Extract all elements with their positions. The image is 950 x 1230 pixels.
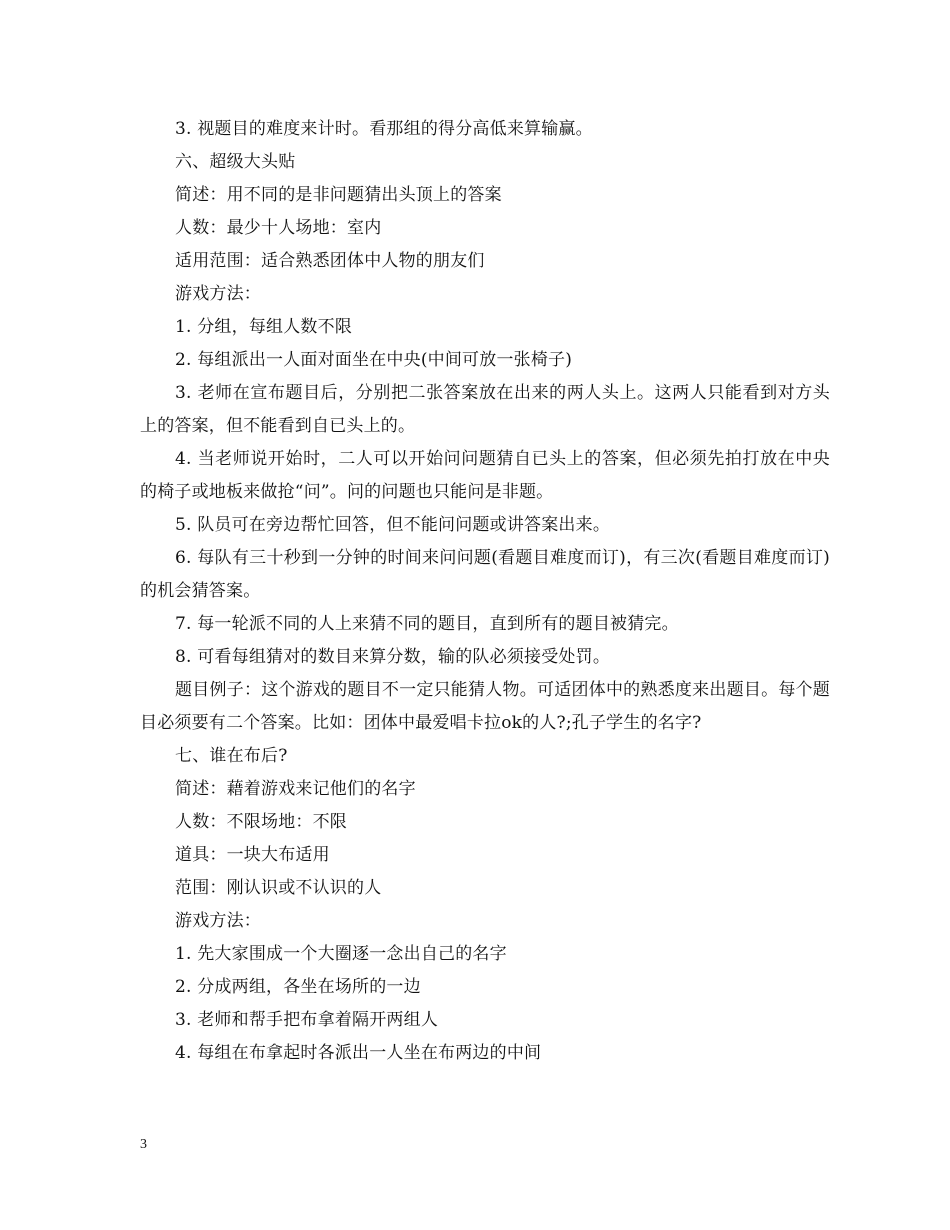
- section-heading: 六、超级大头贴: [175, 152, 296, 172]
- document-body: [140, 113, 830, 1070]
- paragraph: 3. 视题目的难度来计时。看那组的得分高低来算输赢。: [175, 119, 593, 139]
- list-item: 3. 老师和帮手把布拿着隔开两组人: [175, 1010, 439, 1030]
- list-item: 2. 分成两组，各坐在场所的一边: [175, 977, 421, 997]
- list-item: 6. 每队有三十秒到一分钟的时间来问问题(看题目难度而订)，有三次(看题目难度而订)的机会猜答案。: [140, 548, 830, 601]
- page-number: 3: [140, 1137, 147, 1152]
- paragraph: 范围：刚认识或不认识的人: [175, 878, 382, 898]
- paragraph: 简述：用不同的是非问题猜出头顶上的答案: [175, 185, 502, 205]
- paragraph: 道具：一块大布适用: [175, 845, 330, 865]
- paragraph: 简述：藉着游戏来记他们的名字: [175, 779, 416, 799]
- list-item: 1. 分组，每组人数不限: [175, 317, 353, 337]
- paragraph: 适用范围：适合熟悉团体中人物的朋友们: [175, 251, 485, 271]
- paragraph: 人数：最少十人场地：室内: [175, 218, 382, 238]
- list-item: 3. 老师在宣布题目后，分别把二张答案放在出来的两人头上。这两人只能看到对方头上的答案，但不能看到自已头上的。: [140, 383, 830, 436]
- list-item: 1. 先大家围成一个大圈逐一念出自己的名字: [175, 944, 507, 964]
- section-heading: 七、谁在布后?: [175, 746, 288, 766]
- list-item: 7. 每一轮派不同的人上来猜不同的题目，直到所有的题目被猜完。: [175, 614, 679, 634]
- list-item: 4. 每组在布拿起时各派出一人坐在布两边的中间: [175, 1043, 542, 1063]
- paragraph: 游戏方法：: [175, 284, 261, 304]
- list-item: 5. 队员可在旁边帮忙回答，但不能问问题或讲答案出来。: [175, 515, 611, 535]
- paragraph: 人数：不限场地：不限: [175, 812, 347, 832]
- paragraph: 题目例子：这个游戏的题目不一定只能猜人物。可适团体中的熟悉度来出题目。每个题目必须要有二个答案。比如：团体中最爱唱卡拉ok的人?;孔子学生的名字?: [140, 680, 830, 733]
- list-item: 4. 当老师说开始时，二人可以开始问问题猜自已头上的答案，但必须先拍打放在中央的椅子或地板来做抢“问”。问的问题也只能问是非题。: [140, 449, 830, 502]
- list-item: 8. 可看每组猜对的数目来算分数，输的队必须接受处罚。: [175, 647, 611, 667]
- list-item: 2. 每组派出一人面对面坐在中央(中间可放一张椅子): [175, 350, 573, 370]
- paragraph: 游戏方法：: [175, 911, 261, 931]
